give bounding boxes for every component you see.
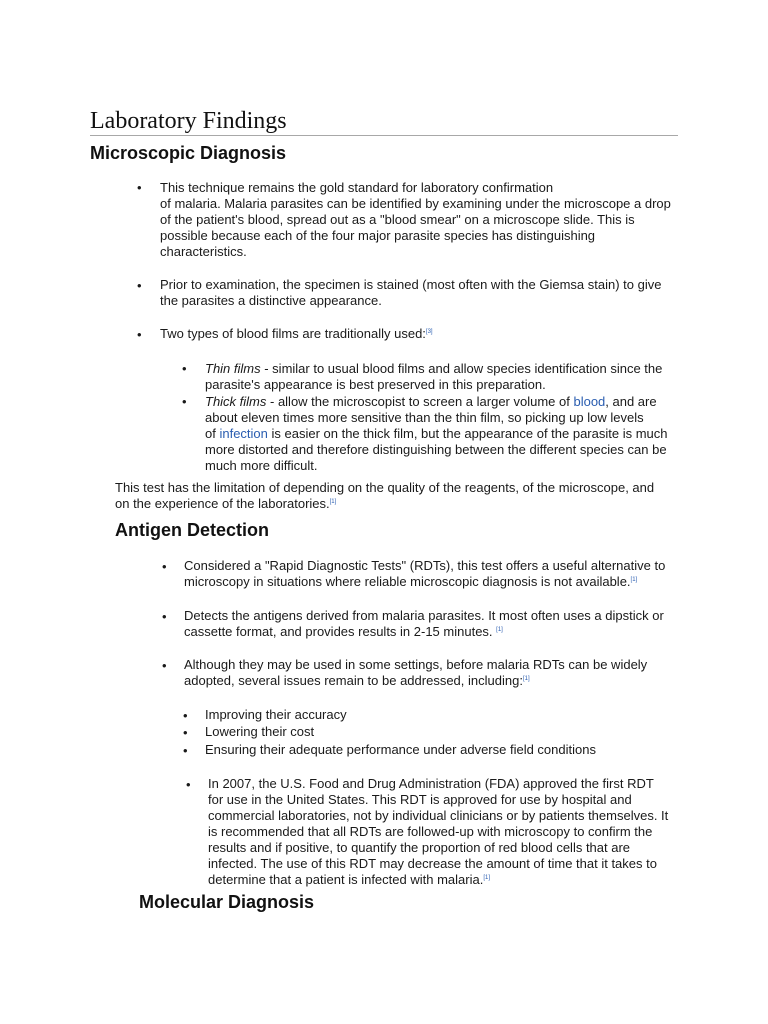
citation-link[interactable]: [1] [329,499,337,505]
bullet-fda-approval [208,776,668,888]
text-line: possible because each of the four major parasite species has distinguishing [160,228,596,243]
text-line: Considered a "Rapid Diagnostic Tests" (RDTs), this test offers a useful alternative to [184,558,666,573]
citation-link[interactable]: [1] [496,627,503,633]
issue-item: Improving their accuracy [205,707,347,722]
text-line: of the patient's blood, spread out as a "blood smear" on a microscope slide. This is [160,212,635,227]
sub-bullet-thin-films [205,361,662,393]
text-line: determine that a patient is infected with malaria. [208,872,484,887]
bullet-glyph: • [137,278,142,293]
text-line: characteristics. [160,244,247,259]
citation-link[interactable]: [1] [483,875,490,881]
text-line: cassette format, and provides results in 2-15 minutes. [184,624,497,639]
text-line: In 2007, the U.S. Food and Drug Administration (FDA) approved the first RDT [208,776,654,791]
bullet-issues [184,657,647,689]
text-line: is recommended that all RDTs are followed-up with microscopy to confirm the [208,824,653,839]
text-line: infected. The use of this RDT may decrease the amount of time that it takes to [208,856,657,871]
bullet-glyph: • [162,559,167,574]
citation-link[interactable]: [1] [630,577,638,583]
bullet-glyph: • [182,394,187,409]
bullet-blood-film-types [160,326,433,342]
text-line: parasite's appearance is best preserved in this preparation. [205,377,546,392]
text-line: , and are [605,394,657,409]
issue-item: Ensuring their adequate performance under adverse field conditions [205,742,596,757]
bullet-glyph: • [137,180,142,195]
heading-molecular-diagnosis: Molecular Diagnosis [139,892,315,912]
text-line: adopted, several issues remain to be addressed, including: [184,673,523,688]
issue-item: Lowering their cost [205,724,315,739]
text-line: the parasites a distinctive appearance. [160,293,382,308]
text-line: - allow the microscopist to screen a larger volume of [266,394,574,409]
text-line: on the experience of the laboratories. [115,496,330,511]
bullet-glyph: • [183,708,188,723]
text-line: more distorted and therefore distinguishing between the different species can be [205,442,667,457]
text-line: - similar to usual blood films and allow species identification since the [260,361,663,376]
text-line: commercial laboratories, not by individual clinicians or by patients themselves. It [208,808,669,823]
sub-bullet-thick-films [205,394,668,474]
text-line: much more difficult. [205,458,318,473]
bullet-glyph: • [183,725,188,740]
heading-microscopic-diagnosis: Microscopic Diagnosis [90,143,287,163]
bullet-glyph: • [183,743,188,758]
text-line: results and if positive, to quantify the proportion of red blood cells that are [208,840,631,855]
text-line: for use in the United States. This RDT is approved for use by hospital and [208,792,632,807]
text-line: Prior to examination, the specimen is stained (most often with the Giemsa stain) to give [160,277,662,292]
text-line: This test has the limitation of depending on the quality of the reagents, of the microscope, and [115,480,655,495]
text-line: Two types of blood films are traditionally used: [160,326,426,341]
bullet-glyph: • [186,777,191,792]
heading-antigen-detection: Antigen Detection [115,520,270,540]
text-line: This technique remains the gold standard for laboratory confirmation [160,180,554,195]
text-line: of malaria. Malaria parasites can be identified by examining under the microscope a drop [160,196,671,211]
citation-link[interactable]: [1] [522,676,530,682]
bullet-gold-standard [160,180,671,260]
limitation-paragraph [115,480,654,512]
infection-link[interactable]: infection [219,426,268,441]
blood-link[interactable]: blood [573,394,606,409]
citation-link[interactable]: [3] [425,329,433,335]
bullet-glyph: • [162,658,167,673]
term-thick-films: Thick films [205,394,267,409]
bullet-glyph: • [182,361,187,376]
page-title: Laboratory Findings [90,108,287,134]
text-line: about eleven times more sensitive than the thin film, so picking up low levels [205,410,644,425]
title-divider [90,135,678,136]
bullet-staining [160,277,661,309]
bullet-antigens [184,608,664,640]
term-thin-films: Thin films [205,361,261,376]
bullet-glyph: • [137,327,142,342]
text-line: is easier on the thick film, but the appearance of the parasite is much [267,426,668,441]
text-line: of [205,426,220,441]
bullet-glyph: • [162,609,167,624]
bullet-rdt-alternative [184,558,665,590]
text-line: Detects the antigens derived from malaria parasites. It most often uses a dipstick or [184,608,664,623]
text-line: microscopy in situations where reliable microscopic diagnosis is not available. [184,574,631,589]
text-line: Although they may be used in some settings, before malaria RDTs can be widely [184,657,648,672]
